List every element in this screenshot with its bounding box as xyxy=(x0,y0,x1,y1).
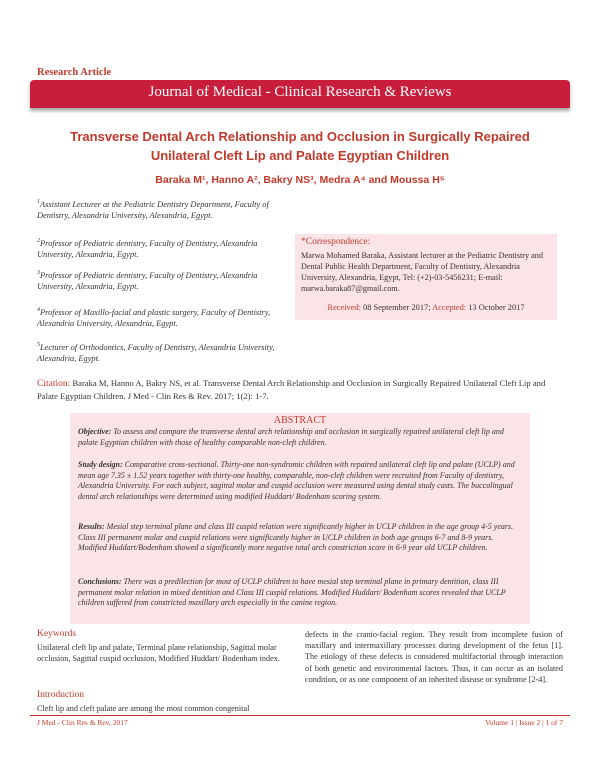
introduction-text: Cleft lip and cleft palate are among the most common congenital xyxy=(37,704,250,713)
design-label: Study design: xyxy=(78,460,123,469)
article-type: Research Article xyxy=(37,67,112,78)
keywords-text: Unilateral cleft lip and palate, Terminal plane relationship, Sagittal molar occlusion, Sagittal cuspid occlusion, Modified Huddart/ Bodenham index. xyxy=(37,643,280,663)
citation xyxy=(37,377,564,402)
affiliation-4 xyxy=(37,305,287,329)
affiliation-text: Professor of Pediatric dentistry, Faculty of Dentistry, Alexandria University, Alexandria, Egypt. xyxy=(37,270,258,291)
accepted-date: 13 October 2017 xyxy=(468,303,525,312)
abstract-objective xyxy=(78,427,524,448)
citation-text: Baraka M, Hanno A, Bakry NS, et al. Transverse Dental Arch Relationship and Occlusion in Surgically Repaired Unilateral Cleft Lip and Palate Egyptian Children. J Med - Clin Res & Rev. 2017; 1(2): 1-7. xyxy=(37,378,546,401)
affiliation-text: Assistant Lecturer at the Pediatric Dentistry Department, Faculty of Dentistry, Alexandria University, Alexandria, Egypt. xyxy=(37,199,269,220)
footer-page-info: Volume 1 | Issue 2 | 1 of 7 xyxy=(485,718,563,727)
affiliation-1 xyxy=(37,197,287,221)
conclusions-label: Conclusions: xyxy=(78,577,122,586)
column2-text: defects in the cranio-facial region. They result from incomplete fusion of maxillary and intermaxillary processes during development of the fetus [1]. The etiology of these defects is considered multifactorial through interaction of both genetic and environmental factors. Thus, it can occur as an isolated condition, or as one component of an inherited disease or syndrome [2-4]. xyxy=(305,630,563,684)
dates-line xyxy=(295,303,557,312)
journal-banner xyxy=(30,80,570,108)
results-text: Mesial step terminal plane and class III cuspid relation were significantly higher in UCLP children in the age group 4-5 years. Class III permanent molar and cuspid relations were significantly higher in UCLP children in both age groups 6-7 and 8-9 years. Modified Huddart/Bodenham showed a significantly more negative total arch constriction score in 6-9 year old UCLP children. xyxy=(78,522,514,553)
abstract-conclusions xyxy=(78,577,524,609)
affiliation-text: Lecturer of Orthodontics, Faculty of Dentistry, Alexandria University, Alexandria, Egypt. xyxy=(37,342,275,363)
affiliation-number: 1 xyxy=(37,199,40,205)
objective-text: To assess and compare the transverse dental arch relationship and occlusion in surgically repaired unilateral cleft lip and palate Egyptian children with those of healthy comparable non-cleft children. xyxy=(78,427,504,447)
results-label: Results: xyxy=(78,522,105,531)
footer-divider xyxy=(30,715,570,716)
author-list: Baraka M¹, Hanno A², Bakry NS³, Medra A⁴ and Moussa H⁵ xyxy=(155,174,445,186)
footer-journal: J Med - Clin Res & Rev, 2017 xyxy=(37,718,128,727)
received-date: 08 September 2017; xyxy=(363,303,431,312)
affiliation-5 xyxy=(37,340,287,364)
abstract-heading: ABSTRACT xyxy=(273,415,327,426)
affiliation-number: 3 xyxy=(37,270,40,276)
objective-label: Objective: xyxy=(78,427,112,436)
journal-name: Journal of Medical - Clinical Research & Reviews xyxy=(148,84,452,100)
keywords-heading: Keywords xyxy=(37,629,77,639)
affiliation-2 xyxy=(37,236,287,260)
affiliation-3 xyxy=(37,268,287,292)
affiliation-number: 4 xyxy=(37,307,40,313)
affiliation-number: 5 xyxy=(37,342,40,348)
affiliation-text: Professor of Maxillo-facial and plastic surgery, Faculty of Dentistry, Alexandria University, Alexandria, Egypt. xyxy=(37,307,271,328)
correspondence-heading: *Correspondence: xyxy=(301,237,371,247)
design-text: Comparative cross-sectional. Thirty-one non-syndromic children with repaired unilateral cleft lip and palate (UCLP) and mean age 7.35 ± 1.52 years together with thirty-one healthy, comparable, non-cleft children were recruited from Faculty of dentistry, Alexandria University. For each subject, sagittal molar and cuspid occlusion were measured using dental study casts. The buccolingual dental arch relationships were determined using modified Huddart/ Bodenham scoring system. xyxy=(78,460,515,501)
received-label: Received: xyxy=(327,303,361,312)
accepted-label: Accepted: xyxy=(432,303,467,312)
abstract-results xyxy=(78,522,524,554)
abstract-design xyxy=(78,460,524,502)
conclusions-text: There was a predilection for most of UCLP children to have mesial step terminal plane in primary dentition, class III permanent molar relation in mixed dentition and Class III cuspid relations. Modified Huddart/ Bodenham scores revealed that UCLP children suffered from constricted maxillary arch especially in the canine region. xyxy=(78,577,506,608)
paper-title: Transverse Dental Arch Relationship and Occlusion in Surgically Repaired Unilateral Cleft Lip and Palate Egyptian Children xyxy=(70,129,530,163)
correspondence-body: Marwa Mohamed Baraka, Assistant lecturer at the Pediatric Dentistry and Dental Public Health Department, Faculty of Dentistry, Alexandria University, Alexandria, Egypt, Tel: (+2)-03-5456231; E-mail: marwa.baraka87@gmail.com. xyxy=(301,251,543,293)
citation-label: Citation: xyxy=(37,379,71,389)
introduction-heading: Introduction xyxy=(37,690,84,700)
affiliation-number: 2 xyxy=(37,238,40,244)
affiliation-text: Professor of Pediatric dentistry, Faculty of Dentistry, Alexandria University, Alexandria, Egypt. xyxy=(37,238,258,259)
